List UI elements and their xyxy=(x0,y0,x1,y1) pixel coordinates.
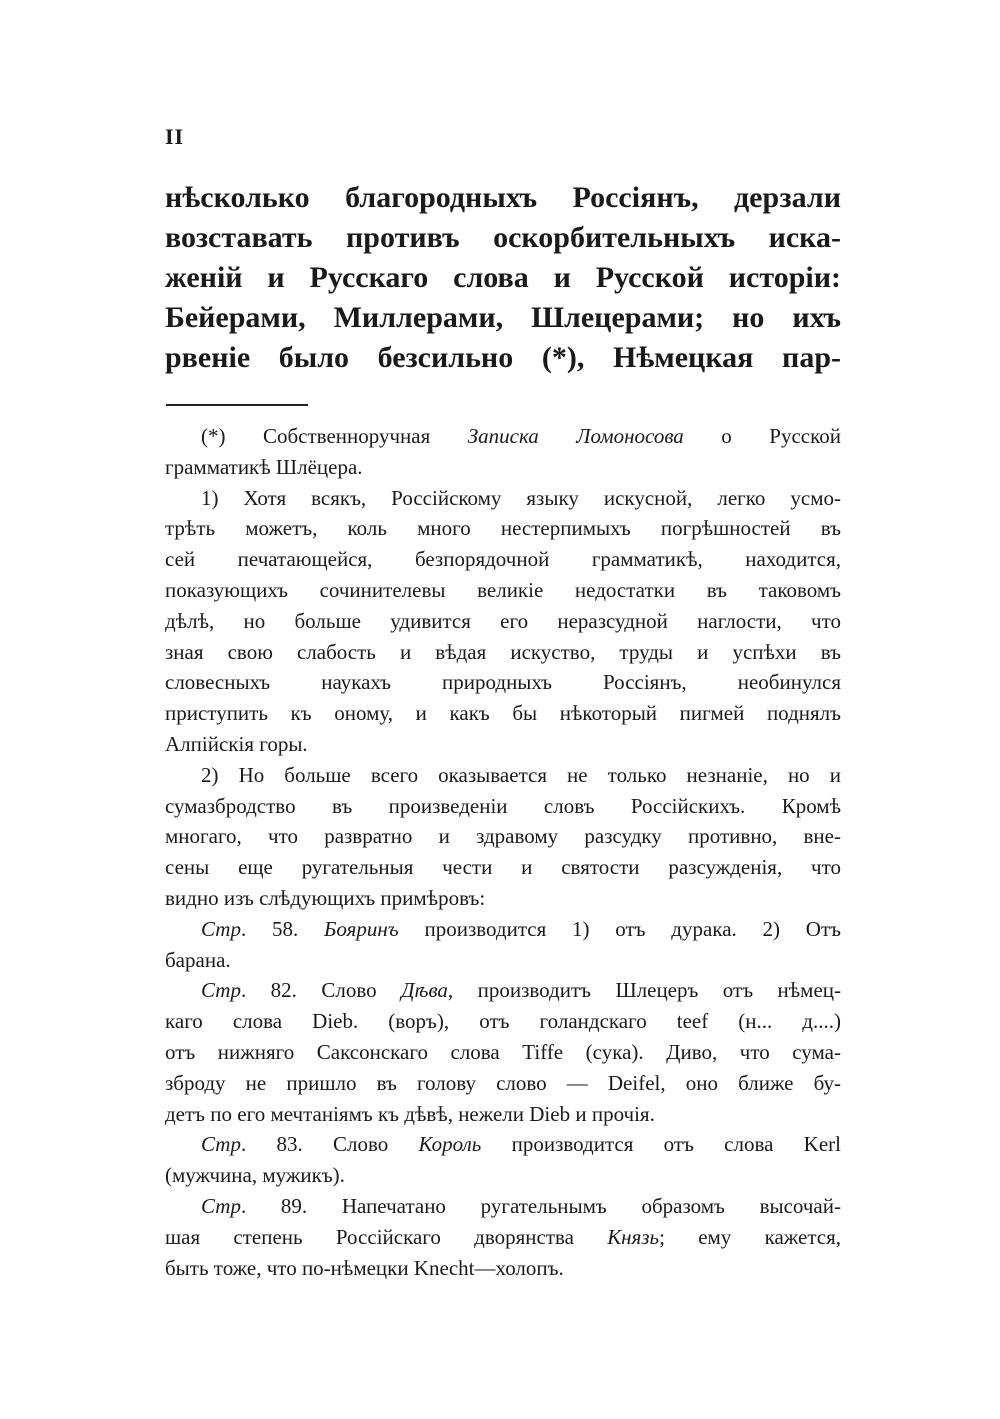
main-text-line xyxy=(165,178,841,218)
footnote-line xyxy=(165,791,841,822)
text-segment: . 82. Слово xyxy=(240,978,402,1003)
main-text-line xyxy=(165,298,841,338)
text-segment: нѣсколько благородныхъ Россіянъ, дерзали xyxy=(165,181,841,214)
text-segment: словесныхъ наукахъ природныхъ Россіянъ, необинулся xyxy=(165,670,841,695)
main-text xyxy=(165,178,841,378)
main-text-line xyxy=(165,258,841,298)
text-segment: сумазбродство въ произведеніи словъ Россійскихъ. Кромѣ xyxy=(165,793,841,818)
text-segment: 2) Но больше всего оказывается не только незнаніе, но и xyxy=(201,762,841,787)
footnote-line xyxy=(165,1222,841,1253)
footnote-line xyxy=(165,637,841,668)
text-segment: каго слова Dieb. (воръ), отъ голандскаго teef (н... д....) xyxy=(165,1009,841,1034)
footnote-line xyxy=(165,483,841,514)
text-segment: (*) Собственноручная xyxy=(201,424,468,448)
text-segment: зная свою слабость и вѣдая искуство, труды и успѣхи въ xyxy=(165,639,841,664)
footnote-text xyxy=(165,421,841,1283)
footnote-line xyxy=(165,852,841,883)
italic-text: Князь xyxy=(607,1224,660,1249)
footnote-line xyxy=(165,1129,841,1160)
footnote-line xyxy=(165,883,841,914)
footnote-line xyxy=(165,606,841,637)
footnote-line xyxy=(165,667,841,698)
text-segment: . 58. xyxy=(240,916,325,941)
footnote-line xyxy=(165,914,841,945)
text-segment: приступить къ оному, и какъ бы нѣкоторый пигмей поднялъ xyxy=(165,701,841,726)
italic-text: Король xyxy=(418,1132,482,1157)
text-segment: женій и Русскаго слова и Русской исторіи: xyxy=(165,261,841,294)
text-segment: Бейерами, Миллерами, Шлецерами; но ихъ xyxy=(165,301,841,334)
footnote-line xyxy=(165,975,841,1006)
text-segment: Алпійскія горы. xyxy=(165,731,308,756)
footnote-line xyxy=(165,945,841,976)
footnote-line xyxy=(165,544,841,575)
footnote-line xyxy=(165,1037,841,1068)
footnote-line xyxy=(165,1068,841,1099)
text-segment: . 89. Напечатано ругательнымъ образомъ высочай- xyxy=(240,1193,841,1218)
italic-text: Стр xyxy=(201,1132,241,1157)
footnote-line xyxy=(165,821,841,852)
footnote-line xyxy=(165,760,841,791)
text-segment: о Русской xyxy=(683,424,841,448)
text-segment: отъ нижняго Саксонскаго слова Tiffe (сука). Диво, что сума- xyxy=(165,1039,841,1064)
footnote-line xyxy=(165,575,841,606)
text-segment: 1) Хотя всякъ, Россійскому языку искусной, легко усмо- xyxy=(201,485,841,510)
text-segment: трѣть можетъ, коль много нестерпимыхъ погрѣшностей въ xyxy=(165,516,841,541)
text-segment: видно изъ слѣдующихъ примѣровъ: xyxy=(165,885,486,910)
footnote-line xyxy=(165,729,841,760)
text-segment: показующихъ сочинителевы великіе недостатки въ таковомъ xyxy=(165,577,841,602)
footnote-line xyxy=(165,1253,841,1284)
text-segment: сей печатающейся, безпорядочной грамматикѣ, находится, xyxy=(165,547,841,572)
italic-text: Записка Ломоносова xyxy=(467,424,684,448)
text-segment: многаго, что развратно и здравому разсудку противно, вне- xyxy=(165,824,841,849)
text-segment: , производитъ Шлецеръ отъ нѣмец- xyxy=(447,978,841,1003)
page-number: II xyxy=(165,124,185,149)
text-segment: шая степень Россійскаго дворянства xyxy=(165,1224,608,1249)
footnote-line xyxy=(165,1191,841,1222)
main-text-line xyxy=(165,338,841,378)
footnote-line xyxy=(165,1099,841,1130)
main-text-line xyxy=(165,218,841,258)
text-segment: барана. xyxy=(165,947,231,972)
text-segment: (мужчина, мужикъ). xyxy=(165,1163,345,1188)
text-segment: рвеніе было безсильно (*), Нѣмецкая пар- xyxy=(165,341,841,374)
text-segment: ; ему кажется, xyxy=(659,1224,841,1249)
footnote-line xyxy=(165,513,841,544)
footnote-line xyxy=(165,1006,841,1037)
text-segment: . 83. Слово xyxy=(240,1132,419,1157)
italic-text: Стр xyxy=(201,1193,241,1218)
text-segment: зброду не пришло въ голову слово — Deifel, оно ближе бу- xyxy=(165,1070,841,1095)
italic-text: Дѣва xyxy=(401,978,448,1003)
text-segment: детъ по его мечтаніямъ къ дѣвѣ, нежели Dieb и прочія. xyxy=(165,1101,655,1126)
footnote-line xyxy=(165,1160,841,1191)
text-segment: грамматикѣ Шлёцера. xyxy=(165,454,363,479)
text-segment: сены еще ругательныя чести и святости разсужденія, что xyxy=(165,855,841,880)
text-segment: дѣлѣ, но больше удивится его неразсудной наглости, что xyxy=(165,608,841,633)
text-segment: производится 1) отъ дурака. 2) Отъ xyxy=(398,916,841,941)
italic-text: Стр xyxy=(201,916,241,941)
text-segment: быть тоже, что по-нѣмецки Knecht—холопъ. xyxy=(165,1255,564,1280)
text-segment: возставать противъ оскорбительныхъ иска- xyxy=(165,221,841,254)
footnote-divider xyxy=(166,404,308,406)
footnote-line xyxy=(165,698,841,729)
text-segment: производится отъ слова Kerl xyxy=(481,1132,841,1157)
footnote-line xyxy=(165,421,841,452)
italic-text: Бояринъ xyxy=(324,916,399,941)
footnote-line xyxy=(165,452,841,483)
italic-text: Стр xyxy=(201,978,241,1003)
